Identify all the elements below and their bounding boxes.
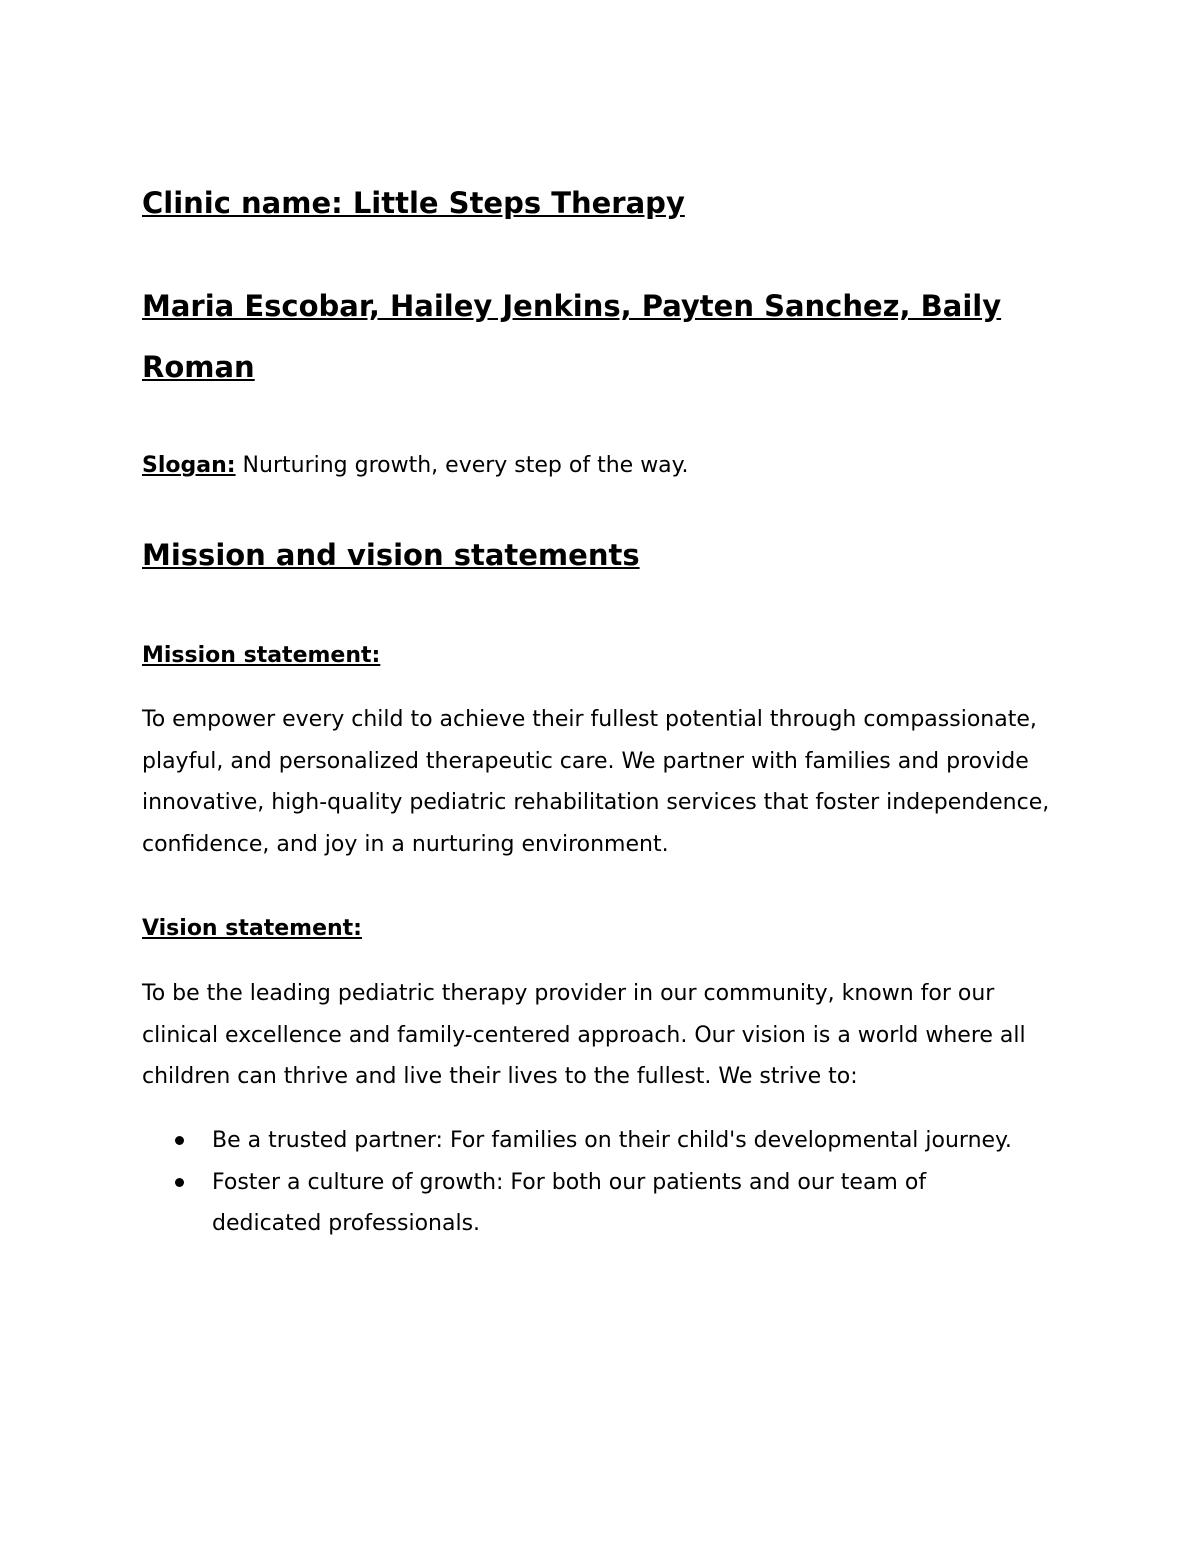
list-item [142, 1120, 1042, 1162]
section-heading: Mission and vision statements [142, 538, 640, 572]
slogan-text: Nurturing growth, every step of the way. [235, 453, 689, 478]
bullet-text: Foster a culture of growth: For both our patients and our team of dedicated professionals. [212, 1169, 927, 1236]
vision-bullet-list [142, 1120, 1042, 1245]
vision-text: To be the leading pediatric therapy provider in our community, known for our clinical excellence and family-centered approach. Our vision is a world where all children can thrive and live their lives to the fullest. We strive to: [142, 981, 1026, 1089]
bullet-icon [175, 1178, 184, 1187]
bullet-text: Be a trusted partner: For families on their child's developmental journey. [212, 1128, 1012, 1153]
bullet-icon [175, 1136, 184, 1145]
vision-label: Vision statement: [142, 916, 362, 941]
authors-heading: Maria Escobar, Hailey Jenkins, Payten Sanchez, Baily Roman [142, 289, 1002, 384]
slogan-line [142, 451, 689, 481]
mission-text: To empower every child to achieve their fullest potential through compassionate, playful, and personalized therapeutic care. We partner with families and provide innovative, high-quality pediatric rehabilitation services that foster independence, confidence, and joy in a nurturing environment. [142, 707, 1050, 857]
clinic-name-heading: Clinic name: Little Steps Therapy [142, 186, 685, 220]
slogan-label: Slogan: [142, 453, 236, 478]
mission-label: Mission statement: [142, 643, 381, 668]
list-item [142, 1162, 1042, 1245]
